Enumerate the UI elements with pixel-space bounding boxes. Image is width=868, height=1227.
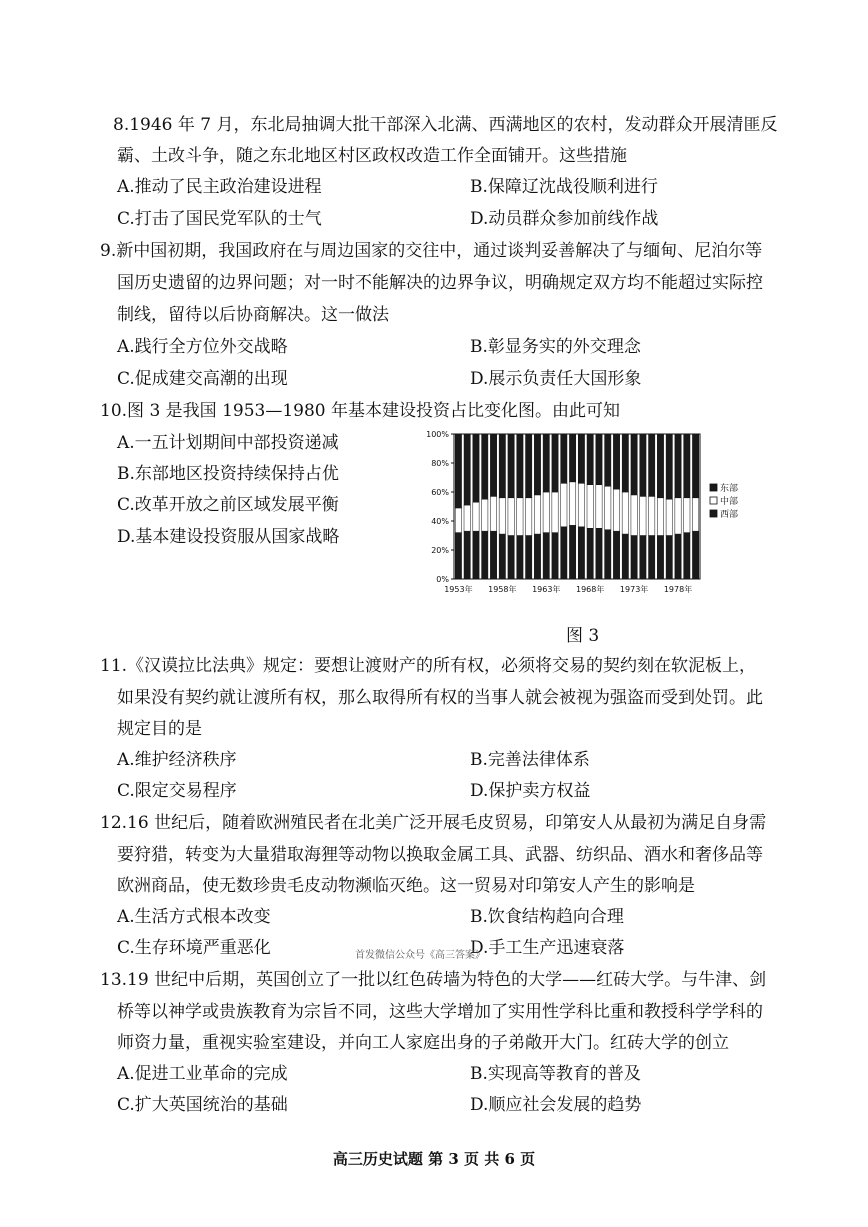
bar-1960-series-0 — [517, 536, 523, 580]
figure-caption: 图 3 — [566, 626, 600, 646]
q10-option-d[interactable]: D.基本建设投资服从国家战略 — [117, 527, 340, 547]
q13-option-a[interactable]: A.促进工业革命的完成 — [117, 1064, 288, 1084]
bar-1980-series-1 — [692, 498, 698, 531]
q9-stem-line-2: 国历史遗留的边界问题；对一时不能解决的边界争议，明确规定双方均不能超过实际控 — [117, 273, 763, 293]
bar-1973-series-1 — [631, 495, 637, 536]
bar-1978-series-0 — [675, 534, 681, 579]
bar-1956-series-2 — [482, 434, 488, 499]
bar-1957-series-0 — [490, 531, 496, 579]
page-footer: 高三历史试题 第 3 页 共 6 页 — [332, 1150, 536, 1168]
q13-stem-line-3: 师资力量，重视实验室建设，并向工人家庭出身的子弟敞开大门。红砖大学的创立 — [117, 1033, 729, 1053]
bar-1962-series-2 — [534, 434, 540, 495]
x-tick-label: 1958年 — [488, 585, 517, 594]
q11-stem-line-3: 规定目的是 — [117, 719, 202, 739]
bar-1977-series-1 — [666, 499, 672, 535]
bar-1978-series-2 — [675, 434, 681, 498]
q9-stem-line-3: 制线，留待以后协商解决。这一做法 — [117, 305, 389, 325]
bar-1971-series-1 — [613, 489, 619, 531]
legend-label: 中部 — [720, 497, 738, 507]
q13-stem-line-1: 13.19 世纪中后期，英国创立了一批以红色砖墙为特色的大学——红砖大学。与牛津、剑 — [100, 970, 767, 990]
bar-1953-series-2 — [455, 434, 461, 508]
legend-swatch — [710, 510, 717, 517]
x-tick-label: 1968年 — [575, 585, 605, 594]
q13-stem-line-2: 桥等以神学或贵族教育为宗旨不同，这些大学增加了实用性学科比重和教授科学学科的 — [117, 1002, 763, 1022]
q12-option-a[interactable]: A.生活方式根本改变 — [117, 907, 271, 927]
bar-1958-series-0 — [499, 534, 505, 579]
x-tick-label: 1973年 — [619, 585, 649, 594]
bar-1972-series-0 — [622, 534, 628, 579]
legend-swatch — [710, 484, 717, 491]
bar-1964-series-0 — [552, 533, 558, 579]
q12-option-b[interactable]: B.饮食结构趋向合理 — [470, 907, 624, 927]
q10-stem: 10.图 3 是我国 1953—1980 年基本建设投资占比变化图。由此可知 — [100, 401, 620, 421]
bar-1977-series-2 — [666, 434, 672, 499]
legend-swatch — [710, 497, 717, 504]
bar-1959-series-2 — [508, 434, 514, 498]
bar-1959-series-0 — [508, 536, 514, 580]
bar-1974-series-1 — [640, 496, 646, 535]
q13-option-b[interactable]: B.实现高等教育的普及 — [470, 1064, 641, 1084]
bar-1965-series-2 — [561, 434, 567, 483]
bar-1963-series-0 — [543, 533, 549, 579]
bar-1976-series-0 — [657, 536, 663, 580]
bar-1954-series-1 — [464, 505, 470, 531]
bar-1976-series-1 — [657, 498, 663, 536]
q8-option-d[interactable]: D.动员群众参加前线作战 — [470, 209, 659, 229]
q9-option-d[interactable]: D.展示负责任大国形象 — [470, 369, 642, 389]
bar-1956-series-0 — [482, 531, 488, 579]
q9-option-a[interactable]: A.践行全方位外交战略 — [117, 337, 288, 357]
bar-1968-series-0 — [587, 528, 593, 579]
q12-stem-line-2: 要狩猎，转变为大量猎取海狸等动物以换取金属工具、武器、纺织品、酒水和奢侈品等 — [117, 845, 763, 865]
q13-option-d[interactable]: D.顺应社会发展的趋势 — [470, 1095, 642, 1115]
bar-1971-series-2 — [613, 434, 619, 489]
bar-1954-series-0 — [464, 531, 470, 579]
q12-option-c[interactable]: C.生存环境严重恶化 — [117, 938, 271, 958]
bar-1968-series-2 — [587, 434, 593, 485]
q9-stem-line-1: 9.新中国初期，我国政府在与周边国家的交往中，通过谈判妥善解决了与缅甸、尼泊尔等 — [100, 241, 763, 261]
q11-option-d[interactable]: D.保护卖方权益 — [470, 781, 591, 801]
y-tick-label: 100% — [426, 430, 449, 439]
bar-1953-series-1 — [455, 508, 461, 533]
bar-1964-series-1 — [552, 492, 558, 533]
bar-1980-series-0 — [692, 531, 698, 579]
bar-1961-series-1 — [526, 498, 532, 536]
bar-1975-series-2 — [649, 434, 655, 496]
bar-1967-series-2 — [578, 434, 584, 483]
q12-option-d[interactable]: D.手工生产迅速衰落 — [470, 938, 625, 958]
bar-1969-series-2 — [596, 434, 602, 485]
bar-1958-series-1 — [499, 498, 505, 534]
bar-1971-series-0 — [613, 531, 619, 579]
bar-1963-series-2 — [543, 434, 549, 492]
q11-option-a[interactable]: A.维护经济秩序 — [117, 750, 237, 770]
x-tick-label: 1963年 — [532, 585, 561, 594]
bar-1957-series-2 — [490, 434, 496, 496]
bar-1962-series-0 — [534, 534, 540, 579]
bar-1955-series-0 — [473, 531, 479, 579]
bar-1969-series-1 — [596, 485, 602, 529]
bar-1974-series-0 — [640, 536, 646, 580]
y-tick-label: 0% — [436, 575, 449, 584]
y-tick-label: 80% — [431, 459, 449, 468]
bar-1965-series-1 — [561, 483, 567, 527]
bar-1957-series-1 — [490, 496, 496, 531]
q8-stem-line-2: 霸、土改斗争，随之东北地区村区政权改造工作全面铺开。这些措施 — [117, 146, 627, 166]
bar-1956-series-1 — [482, 499, 488, 531]
q11-stem-line-1: 11.《汉谟拉比法典》规定：要想让渡财产的所有权，必须将交易的契约刻在软泥板上， — [100, 656, 757, 676]
bar-1966-series-2 — [569, 434, 575, 482]
bar-1979-series-2 — [684, 434, 690, 498]
bar-1979-series-0 — [684, 533, 690, 579]
legend-label: 东部 — [720, 484, 738, 494]
y-tick-label: 60% — [431, 488, 449, 497]
q8-option-a[interactable]: A.推动了民主政治建设进程 — [117, 177, 322, 197]
y-tick-label: 40% — [431, 517, 449, 526]
q9-option-b[interactable]: B.彰显务实的外交理念 — [470, 337, 641, 357]
q8-option-b[interactable]: B.保障辽沈战役顺利进行 — [470, 177, 658, 197]
q8-stem-line-1: 8.1946 年 7 月，东北局抽调大批干部深入北满、西满地区的农村，发动群众开展清匪反 — [113, 115, 778, 135]
q10-option-c[interactable]: C.改革开放之前区域发展平衡 — [117, 495, 339, 515]
bar-1975-series-0 — [649, 536, 655, 580]
investment-share-chart — [418, 426, 738, 602]
y-tick-label: 20% — [431, 546, 449, 555]
bar-1972-series-1 — [622, 492, 628, 534]
bar-1966-series-0 — [569, 525, 575, 579]
bar-1967-series-1 — [578, 483, 584, 527]
legend-label: 西部 — [720, 510, 738, 520]
q8-option-c[interactable]: C.打击了国民党军队的士气 — [117, 209, 322, 229]
bar-1961-series-0 — [526, 536, 532, 580]
bar-1969-series-0 — [596, 528, 602, 579]
bar-1964-series-2 — [552, 434, 558, 492]
bar-1963-series-1 — [543, 492, 549, 533]
bar-1974-series-2 — [640, 434, 646, 496]
q12-stem-line-1: 12.16 世纪后，随着欧洲殖民者在北美广泛开展毛皮贸易，印第安人从最初为满足自身需 — [100, 813, 767, 833]
bar-1962-series-1 — [534, 495, 540, 534]
q9-option-c[interactable]: C.促成建交高潮的出现 — [117, 369, 288, 389]
bar-1978-series-1 — [675, 498, 681, 534]
bar-1973-series-0 — [631, 536, 637, 580]
x-tick-label: 1978年 — [663, 585, 693, 594]
bar-1973-series-2 — [631, 434, 637, 495]
bar-1965-series-0 — [561, 527, 567, 579]
bar-1967-series-0 — [578, 527, 584, 579]
bar-1953-series-0 — [455, 533, 461, 579]
bar-1977-series-0 — [666, 536, 672, 580]
bar-1970-series-1 — [605, 486, 611, 530]
bar-1960-series-1 — [517, 498, 523, 536]
q12-stem-line-3: 欧洲商品，使无数珍贵毛皮动物濒临灭绝。这一贸易对印第安人产生的影响是 — [117, 876, 695, 896]
bar-1954-series-2 — [464, 434, 470, 505]
bar-1961-series-2 — [526, 434, 532, 498]
bar-1960-series-2 — [517, 434, 523, 498]
q10-option-a[interactable]: A.一五计划期间中部投资递减 — [117, 433, 339, 453]
bar-1970-series-0 — [605, 530, 611, 579]
bar-1970-series-2 — [605, 434, 611, 486]
bar-1959-series-1 — [508, 498, 514, 536]
q10-option-b[interactable]: B.东部地区投资持续保持占优 — [117, 464, 339, 484]
watermark-text: 首发微信公众号《高三答案》 — [355, 950, 485, 961]
bar-1976-series-2 — [657, 434, 663, 498]
bar-1972-series-2 — [622, 434, 628, 492]
bar-1955-series-1 — [473, 502, 479, 531]
x-tick-label: 1953年 — [444, 585, 473, 594]
bar-1958-series-2 — [499, 434, 505, 498]
q13-option-c[interactable]: C.扩大英国统治的基础 — [117, 1095, 288, 1115]
bar-1966-series-1 — [569, 482, 575, 525]
bar-1975-series-1 — [649, 496, 655, 535]
bar-1955-series-2 — [473, 434, 479, 502]
q11-stem-line-2: 如果没有契约就让渡所有权，那么取得所有权的当事人就会被视为强盗而受到处罚。此 — [117, 688, 763, 708]
q11-option-c[interactable]: C.限定交易程序 — [117, 781, 237, 801]
bar-1979-series-1 — [684, 498, 690, 533]
q11-option-b[interactable]: B.完善法律体系 — [470, 750, 590, 770]
bar-1980-series-2 — [692, 434, 698, 498]
bar-1968-series-1 — [587, 485, 593, 529]
